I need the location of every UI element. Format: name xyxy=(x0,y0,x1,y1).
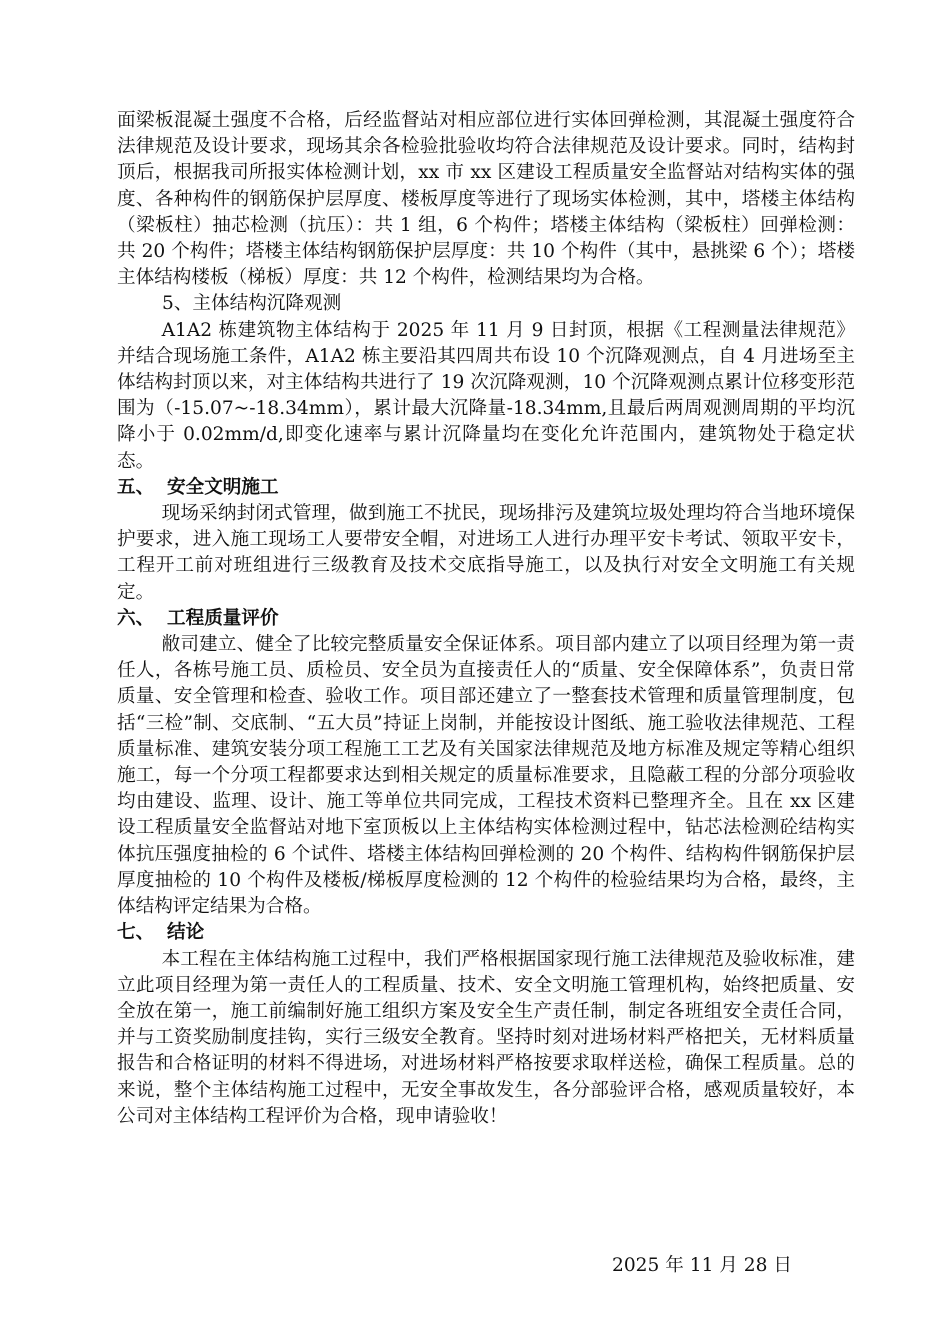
conclusion-paragraph: 本工程在主体结构施工过程中，我们严格根据国家现行施工法律规范及验收标准，建立此项目经理为第一责任人的工程质量、技术、安全文明施工管理机构，始终把质量、安全放在第一，施工前编制好施工组织方案及安全生产责任制，制定各班组安全责任合同，并与工资奖励制度挂钩，实行三级安全教育。坚持时刻对进场材料严格把关，无材料质量报告和合格证明的材料不得进场，对进场材料严格按要求取样送检，确保工程质量。总的来说，整个主体结构施工过程中，无安全事故发生，各分部验评合格，感观质量较好，本公司对主体结构工程评价为合格，现申请验收！ xyxy=(117,948,855,1127)
quality-evaluation-paragraph: 敝司建立、健全了比较完整质量安全保证体系。项目部内建立了以项目经理为第一责任人，各栋号施工员、质检员、安全员为直接责任人的“质量、安全保障体系”，负责日常质量、安全管理和检查、验收工作。项目部还建立了一整套技术管理和质量管理制度，包括“三检”制、交底制、“五大员”持证上岗制，并能按设计图纸、施工验收法律规范、工程质量标准、建筑安装分项工程施工工艺及有关国家法律规范及地方标准及规定等精心组织施工，每一个分项工程都要求达到相关规定的质量标准要求，且隐蔽工程的分部分项验收均由建设、监理、设计、施工等单位共同完成，工程技术资料已整理齐全。且在 xx 区建设工程质量安全监督站对地下室顶板以上主体结构实体检测过程中，钻芯法检测砼结构实体抗压强度抽检的 6 个试件、塔楼主体结构回弹检测的 20 个构件、结构构件钢筋保护层厚度抽检的 10 个构件及楼板/梯板厚度检测的 12 个构件的检验结果均为合格，最终，主体结构评定结果为合格。 xyxy=(117,634,855,918)
safety-civilized-construction-paragraph: 现场采纳封闭式管理，做到施工不扰民，现场排污及建筑垃圾处理均符合当地环境保护要求，进入施工现场工人要带安全帽，对进场工人进行办理平安卡考试、领取平安卡，工程开工前对班组进行三级教育及技术交底指导施工，以及执行对安全文明施工有关规定。 xyxy=(117,503,855,603)
section-7-title: 结论 xyxy=(167,922,205,944)
subsection-5-title: 5、主体结构沉降观测 xyxy=(162,293,342,315)
document-body xyxy=(117,108,855,1130)
section-5-title: 安全文明施工 xyxy=(167,476,279,498)
section-6-title: 工程质量评价 xyxy=(167,607,279,629)
section-5-heading xyxy=(117,475,855,501)
section-7-number: 七、 xyxy=(117,922,155,944)
section-6-heading xyxy=(117,606,855,632)
intro-paragraph: 面梁板混凝土强度不合格，后经监督站对相应部位进行实体回弹检测，其混凝土强度符合法律规范及设计要求，现场其余各检验批验收均符合法律规范及设计要求。同时，结构封顶后，根据我司所报实体检测计划，xx 市 xx 区建设工程质量安全监督站对结构实体的强度、各种构件的钢筋保护层厚度、楼板厚度等进行了现场实体检测，其中，塔楼主体结构（梁板柱）抽芯检测（抗压）：共 1 组，6 个构件；塔楼主体结构（梁板柱）回弹检测：共 20 个构件；塔楼主体结构钢筋保护层厚度：共 10 个构件（其中，悬挑梁 6 个）；塔楼主体结构楼板（梯板）厚度：共 12 个构件，检测结果均为合格。 xyxy=(117,110,855,289)
section-7-heading xyxy=(117,920,855,946)
section-5-number: 五、 xyxy=(117,476,155,498)
document-date: 2025 年 11 月 28 日 xyxy=(612,1255,792,1276)
settlement-observation-paragraph: A1A2 栋建筑物主体结构于 2025 年 11 月 9 日封顶，根据《工程测量法律规范》并结合现场施工条件，A1A2 栋主要沿其四周共布设 10 个沉降观测点，自 4 月进场至主体结构封顶以来，对主体结构共进行了 19 次沉降观测，10 个沉降观测点累计位移变形范围为（-15.07~-18.34mm），累计最大沉降量-18.34mm,且最后两周观测周期的平均沉降小于 0.02mm/d,即变化速率与累计沉降量均在变化允许范围内，建筑物处于稳定状态。 xyxy=(117,319,855,472)
section-6-number: 六、 xyxy=(117,607,155,629)
